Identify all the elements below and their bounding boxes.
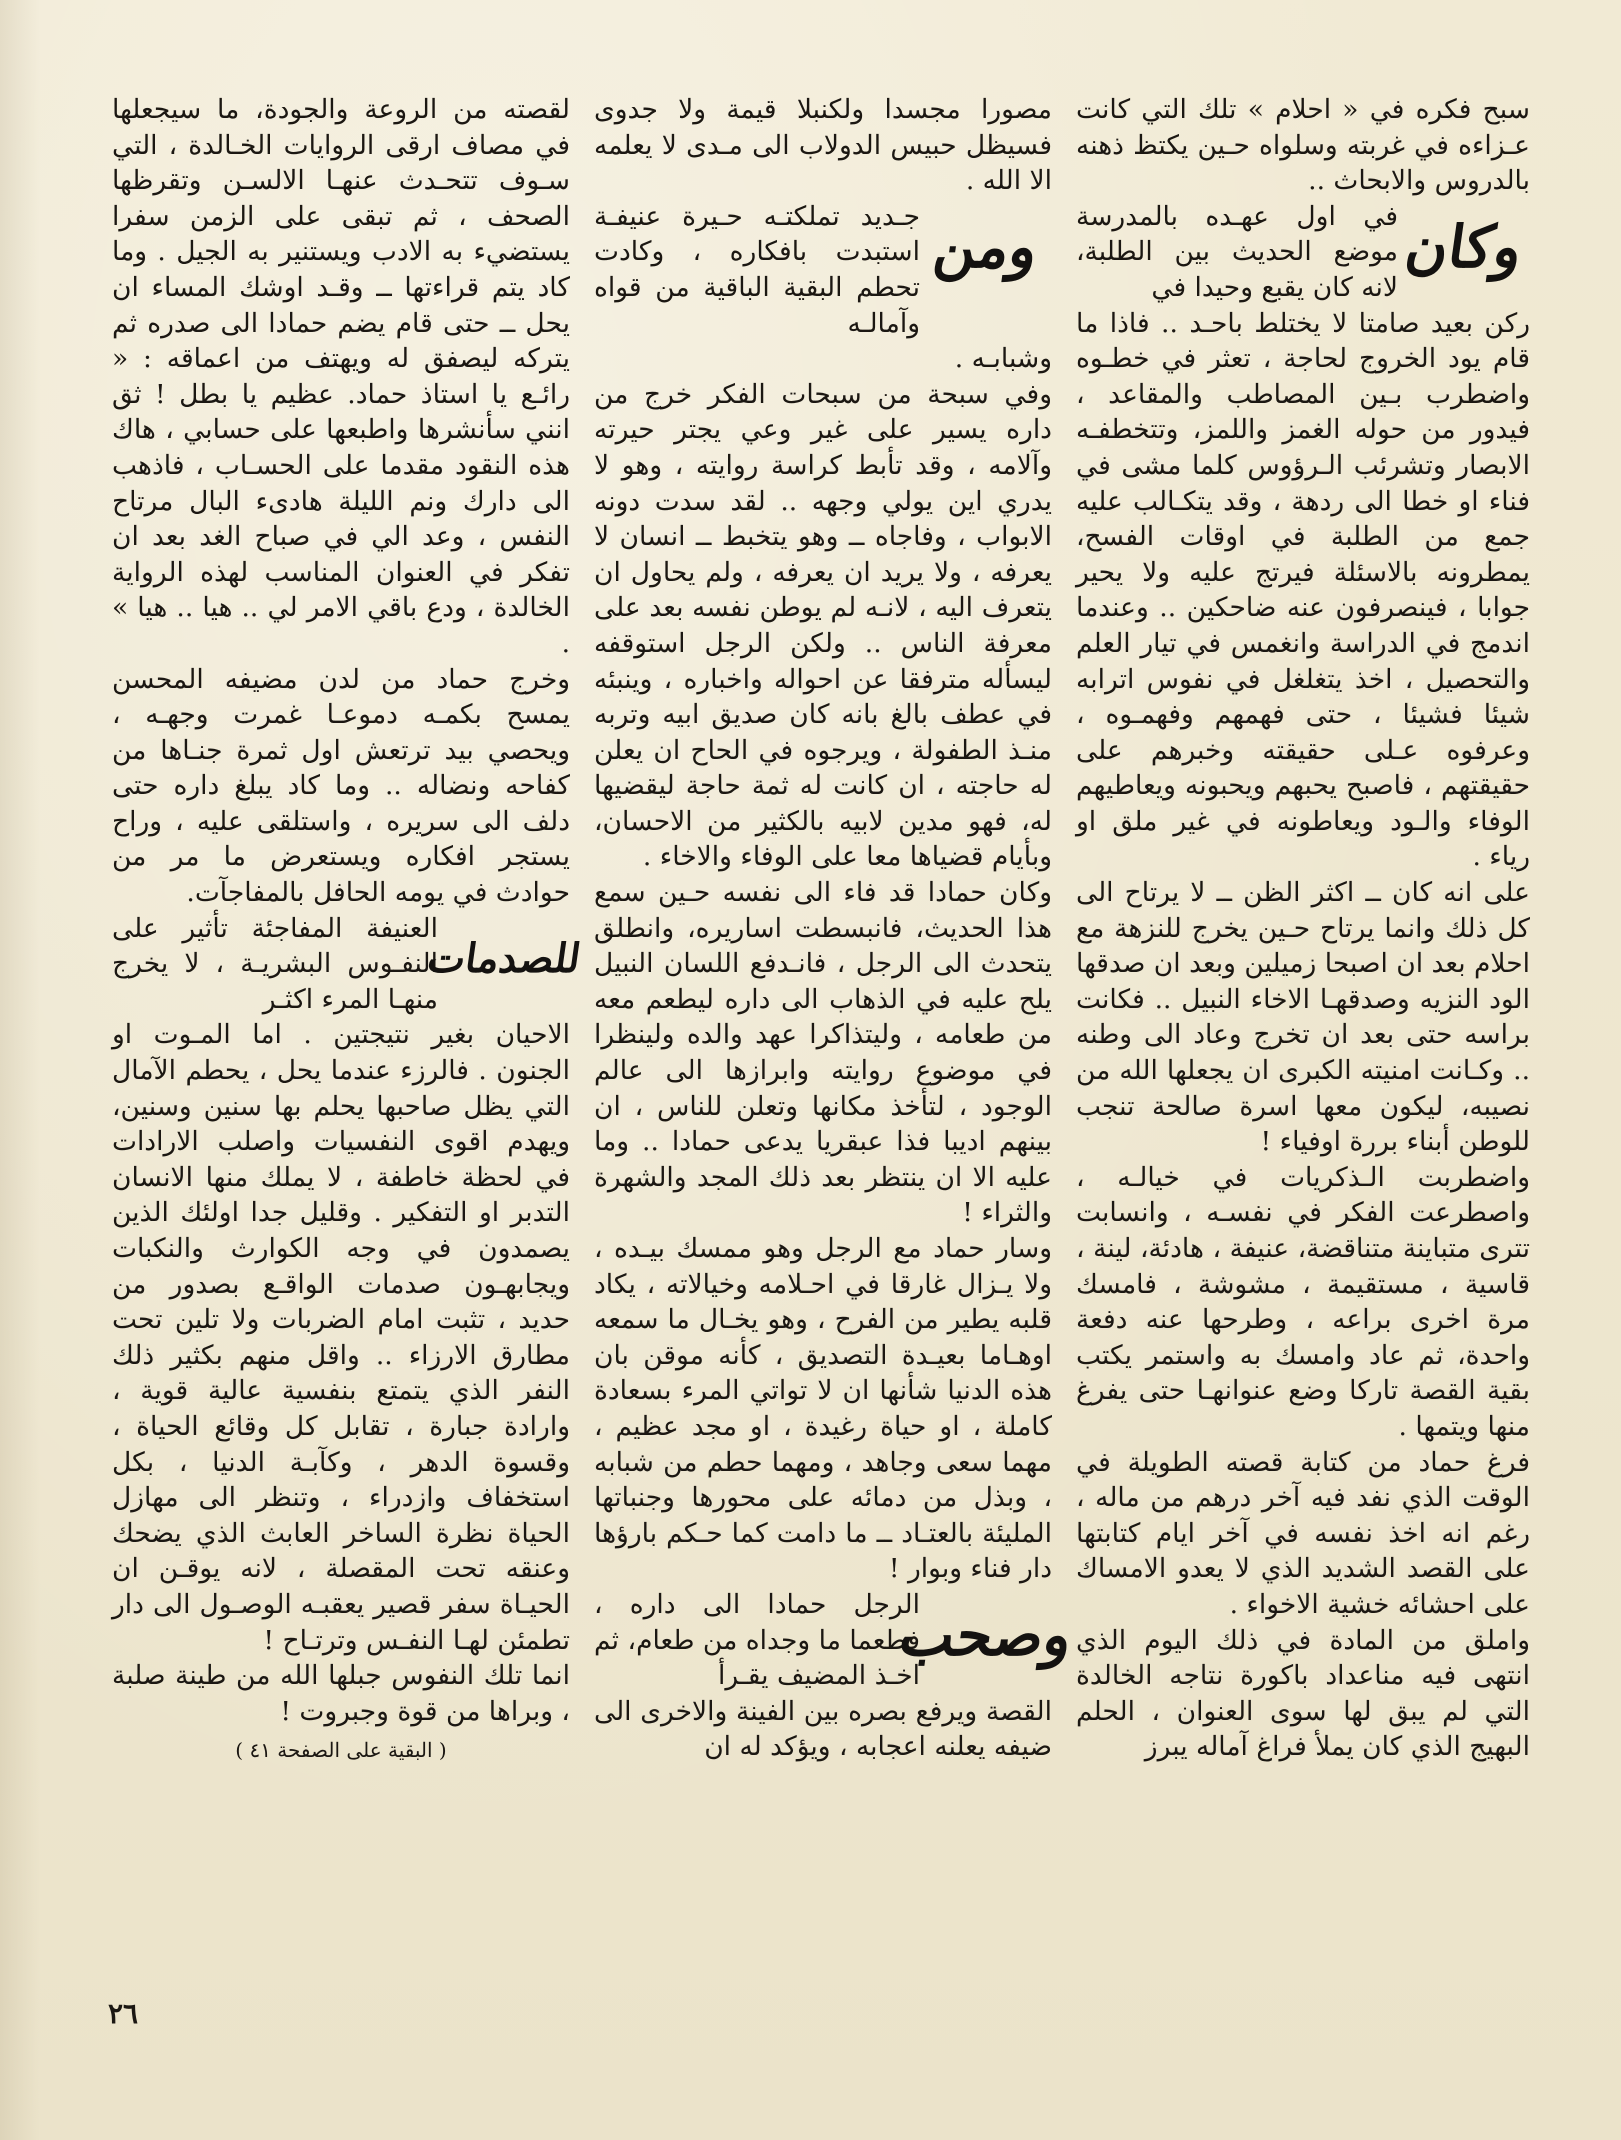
paragraph: الرجل حمادا الى داره ، فطعما ما وجداه من طعام، ثم اخـذ المضيف يقـرأ (594, 1588, 920, 1692)
drop-cap-text (112, 911, 438, 1018)
paragraph: وشبابـه . (954, 343, 1052, 375)
paragraph: وفي سبحة من سبحات الفكر خرج من داره يسير على غير وعي يجتر حيرته وآلامه ، وقد تأبط كراسة روايته ، وهو لا يدري اين يولي وجهه .. لقد سدت دونه الابواب ، وفاجاه ــ وهو يتخبط ــ انسان لا يعرفه ، ولا يريد ان يعرفه ، ولم يحاول ان يتعرف اليه ، لانـه لم يوطن نفسه بعد على معرفة الناس .. ولكن الرجل استوقفه ليسأله مترفقا عن احواله واخباره ، وينبئه في عطف بالغ بانه كان صديق ابيه وتربه منـذ الطفولة ، ويرجوه في الحاح ان يعلن له حاجته ، ان كانت له ثمة حاجة ليقضيها له، فهو مدين لابيه بالكثير من الاحسان، وبأيام قضياها معا على الوفاء والاخاء . (594, 378, 1052, 873)
paragraph: وخرج حماد من لدن مضيفه المحسن يمسح بكمـه دموعـا غمرت وجهـه ، ويحصي بيد ترتعش اول ثمرة جنـاها من كفاحه ونضاله .. وما كاد يبلغ داره حتى دلف الى سريره ، واستلقى عليه ، وراح يستجر افكاره ويستعرض ما مر من حوادث في يومه الحافل بالمفاجآت. (112, 663, 570, 909)
drop-cap-block (594, 199, 1052, 341)
drop-cap-text (594, 1587, 920, 1694)
paragraph: في اول عهـده بالمدرسة موضع الحديث بين الطلبة، لانه كان يقبع وحيدا في (1076, 200, 1398, 303)
drop-cap-text (1076, 199, 1398, 306)
paragraph: مصورا مجسدا ولكنبلا قيمة ولا جدوى فسيظل حبيس الدولاب الى مـدى لا يعلمه الا الله . (594, 94, 1052, 197)
drop-cap-block (1076, 199, 1530, 306)
paragraph: فرغ حماد من كتابة قصته الطويلة في الوقت الذي نفد فيه آخر درهم من ماله ، رغم انه اخذ نفسه في آخر ايام كتابتها على القصد الشديد الذي لا يعدو الامساك على احشائه خشية الاخواء . (1076, 1446, 1530, 1620)
paragraph: جـديد تملكتـه حـيرة عنيفـة استبدت بافكاره ، وكادت تحطم البقية الباقية من قواه وآمالـه (594, 200, 920, 339)
page-gutter-shadow (0, 0, 40, 2140)
paragraph: وسار حماد مع الرجل وهو ممسك بيـده ، ولا يـزال غارقا في احـلامه وخيالاته ، يكاد قلبه يطير من الفرح ، وهو يخـال ما سمعه اوهـاما بعيـدة التصديق ، كأنه موقن بان هذه الدنيا شأنها ان لا تواتي المرء بسعادة كاملة ، او حياة رغيدة ، او مجد عظيم ، مهما سعى وجاهد ، ومهما حطم من شبابه ، وبذل من دمائه على محورها وجنباتها المليئة بالعتـاد ــ ما دامت كما حـكم بارؤها دار فناء وبوار ! (594, 1233, 1052, 1585)
decorative-drop-cap: وصحب (895, 1600, 1077, 1669)
decorative-drop-cap: للصدمات (424, 934, 584, 982)
paragraph: القصة ويرفع بصره بين الفينة والاخرى الى ضيفه يعلنه اعجابه ، ويؤكد له ان (594, 1695, 1052, 1763)
drop-cap-block (594, 1587, 1077, 1694)
paragraph: انما تلك النفوس جبلها الله من طينة صلبة ، وبراها من قوة وجبروت ! (112, 1660, 570, 1727)
middle-column (594, 92, 1077, 1765)
drop-cap-text (594, 199, 920, 341)
paragraph: ركن بعيد صامتا لا يختلط باحـد .. فاذا ما قام يود الخروج لحاجة ، تعثر في خطـوه واضطرب بـين المصاطب والمقاعد ، فيدور من حوله الغمز واللمز، وتتخطفـه الابصار وتشرئب الـرؤوس كلما مشى في فناء او خطا الى ردهة ، وقد يتكـالب عليه جمع من الطلبة في اوقات الفسح، يمطرونه بالاسئلة فيرتج عليه ولا يحير جوابا ، فينصرفون عنه ضاحكين .. وعندما اندمج في الدراسة وانغمس في تيار العلم والتحصيل ، اخذ يتغلغل في نفوس اترابه شيئا فشيئا ، حتى فهمهم وفهمـوه ، وعرفوه عـلى حقيقته وخبرهم على حقيقتهم ، فاصبح يحبهم ويحبونه ويعاطيهم الوفاء والـود ويعاطونه في غير ملق او رياء . (1076, 307, 1530, 873)
paragraph: لقصته من الروعة والجودة، ما سيجعلها في مصاف ارقى الروايات الخـالدة ، التي سـوف تتحـدث عنهـا الالسـن وتقرظها الصحف ، ثم تبقى على الزمن سفرا يستضيء به الادب ويستنير به الجيل . وما كاد يتم قراءتها ــ وقـد اوشك المساء ان يحل ــ حتى قام يضم حمادا الى صدره ثم يتركه ليصفق له ويهتف من اعماقه : « رائـع يا استاذ حماد. عظيم يا بطل ! ثق انني سأنشرها واطبعها على حسابي ، هاك هذه النقود مقدما على الحسـاب ، فاذهب الى دارك ونم الليلة هادىء البال مرتاح النفس ، وعد الي في صباح الغد بعد ان تفكر في العنوان المناسب لهذه الرواية الخالدة ، ودع باقي الامر لي .. هيا .. هيا » . (112, 94, 570, 659)
paragraph: وكان حمادا قد فاء الى نفسه حـين سمع هذا الحديث، فانبسطت اساريره، وانطلق يتحدث الى الرجل ، فانـدفع اللسان النبيل يلح عليه في الذهاب الى داره ليطعم معه من طعامه ، وليتذاكرا عهد والده ولينظرا في موضوع روايته وابرازها الى عالم الوجود ، لتأخذ مكانها وتعلن للناس ، ان بينهم اديبا فذا عبقريا يدعى حمادا .. وما عليه الا ان ينتظر بعد ذلك المجد والشهرة والثراء ! (594, 877, 1052, 1229)
continuation-note: ( البقية على الصفحة ٤١ ) (235, 1738, 447, 1763)
paragraph: واملق من المادة في ذلك اليوم الذي انتهى فيه مناعداد باكورة نتاجه الخالدة التي لم يبق لها سوى العنوان ، الحلم البهيج الذي كان يملأ فراغ آماله يبرز (1076, 1624, 1530, 1763)
paragraph: سبح فكره في « احلام » تلك التي كانت عـزاءه في غربته وسلواه حـين يكتظ ذهنه بالدروس والابحاث .. (1076, 94, 1530, 197)
page-number: ٢٦ (108, 1997, 139, 2030)
paragraph: الاحيان بغير نتيجتين . اما المـوت او الجنون . فالرزء عندما يحل ، يحطم الآمال التي يظل صاحبها يحلم بها سنين وسنين، ويهدم اقوى النفسيات واصلب الارادات في لحظة خاطفة ، لا يملك منها الانسان التدبر او التفكير . وقليل جدا اولئك الذين يصمدون في وجه الكوارث والنكبات ويجابهـون صدمات الواقـع بصدور من حديد ، تثبت امام الضربات ولا تلين تحت مطارق الارزاء .. واقل منهم بكثير ذلك النفر الذي يتمتع بنفسية عالية قوية ، وارادة جبارة ، تقابل كل وقائع الحياة ، وقسوة الدهر ، وكآبـة الدنيا ، بكل استخفاف وازدراء ، وتنظر الى مهازل الحياة نظرة الساخر العابث الذي يضحك وعنقه تحت المقصلة ، لانه يوقـن ان الحيـاة سفر قصير يعقبـه الوصـول الى دار تطمئن لهـا النفـس وترتـاح ! (112, 1019, 570, 1656)
decorative-drop-cap: وكان (1401, 212, 1527, 281)
paragraph: على انه كان ــ اكثر الظن ــ لا يرتاح الى كل ذلك وانما يرتاح حـين يخرج للنزهة مع احلام بعد ان اصبحا زميلين وبعد ان صدقها الود النزيه وصدقهـا الاخاء النبيل .. فكانت براسه حتى بعد ان تخرج وعاد الى وطنه .. وكـانت امنيته الكبرى ان يجعلها الله من نصيبه، ليكون معها اسرة صالحة تنجب للوطن أبناء بررة اوفياء ! (1076, 877, 1530, 1158)
left-column (112, 92, 584, 1769)
drop-cap-block (112, 911, 584, 1018)
paragraph: واضطربت الـذكريات في خيالـه ، واصطرعت الفكر في نفسـه ، وانسابت تترى متباينة متناقضة، عنيفة ، هادئة، لينة ، قاسية ، مستقيمة ، مشوشة ، فامسك مرة اخرى براعه ، وطرحها عنه دفعة واحدة، ثم عاد وامسك به واستمر يكتب بقية القصة تاركا وضع عنوانهـا حتى يفرغ منها ويتمها . (1076, 1161, 1530, 1442)
decorative-drop-cap: ومن (929, 212, 1043, 281)
right-column (1076, 92, 1530, 1765)
paragraph: العنيفة المفاجئة تأثير على النفـوس البشريـة ، لا يخرج منهـا المرء اكثـر (112, 912, 438, 1015)
